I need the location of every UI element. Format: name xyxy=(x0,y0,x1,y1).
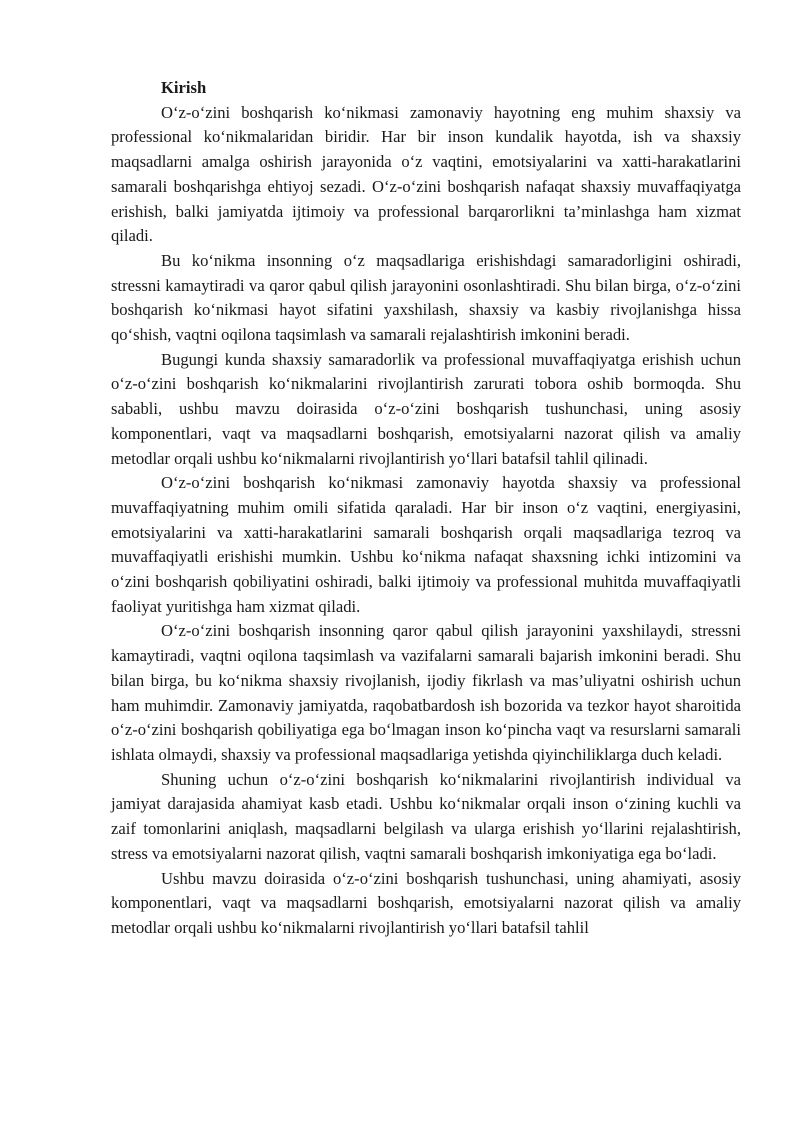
paragraph-6: Shuning uchun o‘z-o‘zini boshqarish ko‘nikmalarini rivojlantirish individual va jamiyat darajasida ahamiyat kasb etadi. Ushbu ko‘nikmalar orqali inson o‘zining kuchli va zaif tomonlarini aniqlash, maqsadlarni belgilash va ularga erishish yo‘llarini rejalashtirish, stress va emotsiyalarni nazorat qilish, vaqtni samarali boshqarish imkoniyatiga ega bo‘ladi. xyxy=(111,769,741,863)
paragraph-1: O‘z-o‘zini boshqarish ko‘nikmasi zamonaviy hayotning eng muhim shaxsiy va professional ko‘nikmalaridan biridir. Har bir inson kundalik hayotda, ish va shaxsiy maqsadlarni amalga oshirish jarayonida o‘z vaqtini, emotsiyalarini va xatti-harakatlarini samarali boshqarishga ehtiyoj sezadi. O‘z-o‘zini boshqarish nafaqat shaxsiy muvaffaqiyatga erishish, balki jamiyatda ijtimoiy va professional barqarorlikni ta’minlashga ham xizmat qiladi. xyxy=(111,102,741,246)
paragraph-7: Ushbu mavzu doirasida o‘z-o‘zini boshqarish tushunchasi, uning ahamiyati, asosiy komponentlari, vaqt va maqsadlarni boshqarish, emotsiyalarni nazorat qilish va amaliy metodlar orqali ushbu ko‘nikmalarni rivojlantirish yo‘llari batafsil tahlil xyxy=(111,868,741,937)
paragraph-5: O‘z-o‘zini boshqarish insonning qaror qabul qilish jarayonini yaxshilaydi, stressni kamaytiradi, vaqtni oqilona taqsimlash va vazifalarni samarali bajarish imkonini beradi. Shu bilan birga, bu ko‘nikma shaxsiy rivojlanish, ijodiy fikrlash va mas’uliyatni oshirish uchun ham muhimdir. Zamonaviy jamiyatda, raqobatbardosh ish bozorida va tezkor hayot sharoitida o‘z-o‘zini boshqarish qobiliyatiga ega bo‘lmagan inson ko‘pincha vaqt va resurslarni samarali ishlata olmaydi, shaxsiy va professional maqsadlariga yetishda qiyinchiliklarga duch keladi. xyxy=(111,621,741,764)
paragraph-4: O‘z-o‘zini boshqarish ko‘nikmasi zamonaviy hayotda shaxsiy va professional muvaffaqiyatning muhim omili sifatida qaraladi. Har bir inson o‘z vaqtini, energiyasini, emotsiyalarini va xatti-harakatlarini samarali boshqarish orqali maqsadlariga tezroq va muvaffaqiyatli erishishi mumkin. Ushbu ko‘nikma nafaqat shaxsning ichki intizomini va o‘zini boshqarish qobiliyatini oshiradi, balki ijtimoiy va professional muhitda muvaffaqiyatli faoliyat yuritishga ham xizmat qiladi. xyxy=(111,473,741,616)
paragraph-3: Bugungi kunda shaxsiy samaradorlik va professional muvaffaqiyatga erishish uchun o‘z-o‘zini boshqarish ko‘nikmalarini rivojlantirish zarurati tobora oshib bormoqda. Shu sababli, ushbu mavzu doirasida o‘z-o‘zini boshqarish tushunchasi, uning asosiy komponentlari, vaqt va maqsadlarni boshqarish, emotsiyalarni nazorat qilish va amaliy metodlar orqali ushbu ko‘nikmalarni rivojlantirish yo‘llari batafsil tahlil qilinadi. xyxy=(111,349,741,468)
document-page xyxy=(111,76,741,941)
section-heading: Kirish xyxy=(161,78,207,97)
paragraph-2: Bu ko‘nikma insonning o‘z maqsadlariga erishishdagi samaradorligini oshiradi, stressni kamaytiradi va qaror qabul qilish jarayonini osonlashtiradi. Shu bilan birga, o‘z-o‘zini boshqarish ko‘nikmasi hayot sifatini yaxshilash, shaxsiy va kasbiy rivojlanishga hissa qo‘shish, vaqtni oqilona taqsimlash va samarali rejalashtirish imkonini beradi. xyxy=(111,250,741,345)
